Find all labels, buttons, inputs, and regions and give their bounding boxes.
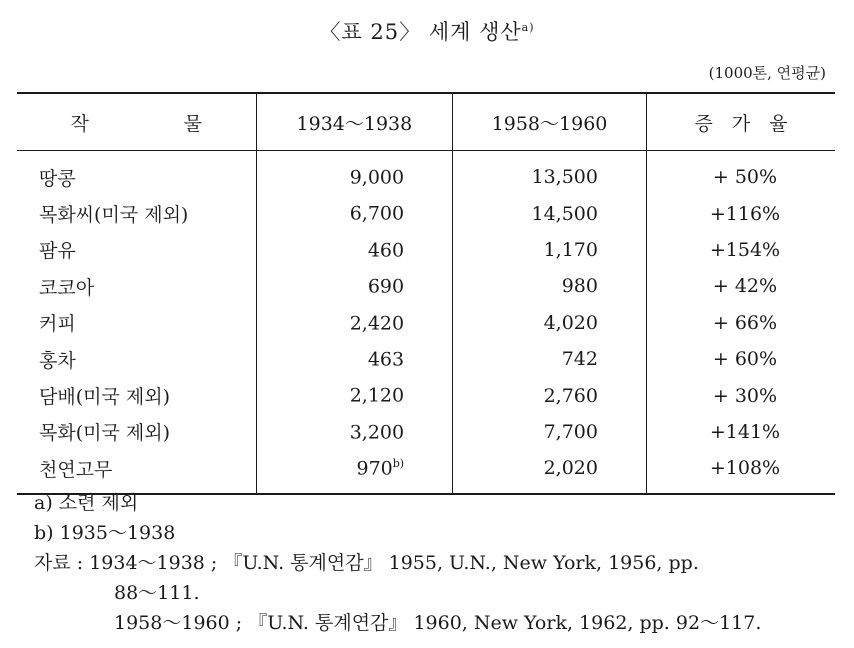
table-row [17,232,835,268]
value-1934-1938: 463 [256,341,452,377]
growth-rate: + 60% [646,341,835,377]
value-1958-1960: 2,020 [453,450,647,493]
crop-name: 담배(미국 제외) [39,386,170,409]
growth-rate: +116% [646,195,835,231]
value-1958-1960: 2,760 [453,377,647,413]
crop-name: 천연고무 [39,458,113,481]
crop-name: 목화씨(미국 제외) [39,204,189,227]
value-1958-1960: 980 [453,268,647,304]
growth-rate: + 66% [646,305,835,341]
growth-rate: +154% [646,232,835,268]
crop-name: 팜유 [39,240,76,263]
title-footnote-mark: a) [521,21,535,34]
table-title [0,16,854,46]
value-1958-1960: 742 [453,341,647,377]
source-line-2: 1958～1960 ; 『U.N. 통계연감』 1960, New York, 1962, pp. 92～117. [114,612,762,634]
table-row [17,268,835,304]
table-row [17,450,835,493]
footnote-mark-b: b) [392,457,405,471]
footnotes [34,488,761,638]
table-row [17,305,835,341]
header-growth-rate: 증 가 율 [646,93,835,151]
value-1934-1938: 460 [256,232,452,268]
crop-name: 땅콩 [39,167,76,190]
footnote-b: b) 1935～1938 [34,522,176,544]
table-row [17,414,835,450]
footnote-a: a) 소련 제외 [34,492,139,514]
value-1934-1938: 9,000 [256,151,452,196]
value-1934-1938: 6,700 [256,195,452,231]
header-row [17,93,835,151]
unit-label: (1000톤, 연평균) [708,64,826,82]
value-1934-1938: 2,420 [256,305,452,341]
table-row [17,341,835,377]
header-crop: 작 물 [17,93,256,151]
value-1958-1960: 1,170 [453,232,647,268]
growth-rate: +108% [646,450,835,493]
crop-name: 목화(미국 제외) [39,422,170,445]
source-line-1-continued: 88～111. [114,582,200,604]
table-row [17,151,835,196]
value-1934-1938: 690 [256,268,452,304]
growth-rate: +141% [646,414,835,450]
value-1958-1960: 4,020 [453,305,647,341]
value-1934-1938: 970$^{b)}$ [256,450,452,493]
crop-name: 홍차 [39,349,76,372]
value-1958-1960: 7,700 [453,414,647,450]
table-title-text: 〈표 25〉 세계 생산 [319,20,522,44]
crop-name: 커피 [39,313,76,336]
header-period-1: 1934～1938 [256,93,452,151]
value-1958-1960: 13,500 [453,151,647,196]
production-table [17,92,835,495]
header-period-2: 1958～1960 [453,93,647,151]
value-1934-1938: 2,120 [256,377,452,413]
table-row [17,195,835,231]
source-line-1: 자료 : 1934～1938 ; 『U.N. 통계연감』 1955, U.N., New York, 1956, pp. [34,552,699,574]
growth-rate: + 42% [646,268,835,304]
value-1958-1960: 14,500 [453,195,647,231]
table-row [17,377,835,413]
crop-name: 코코아 [39,276,95,299]
growth-rate: + 50% [646,151,835,196]
value-1934-1938: 3,200 [256,414,452,450]
growth-rate: + 30% [646,377,835,413]
